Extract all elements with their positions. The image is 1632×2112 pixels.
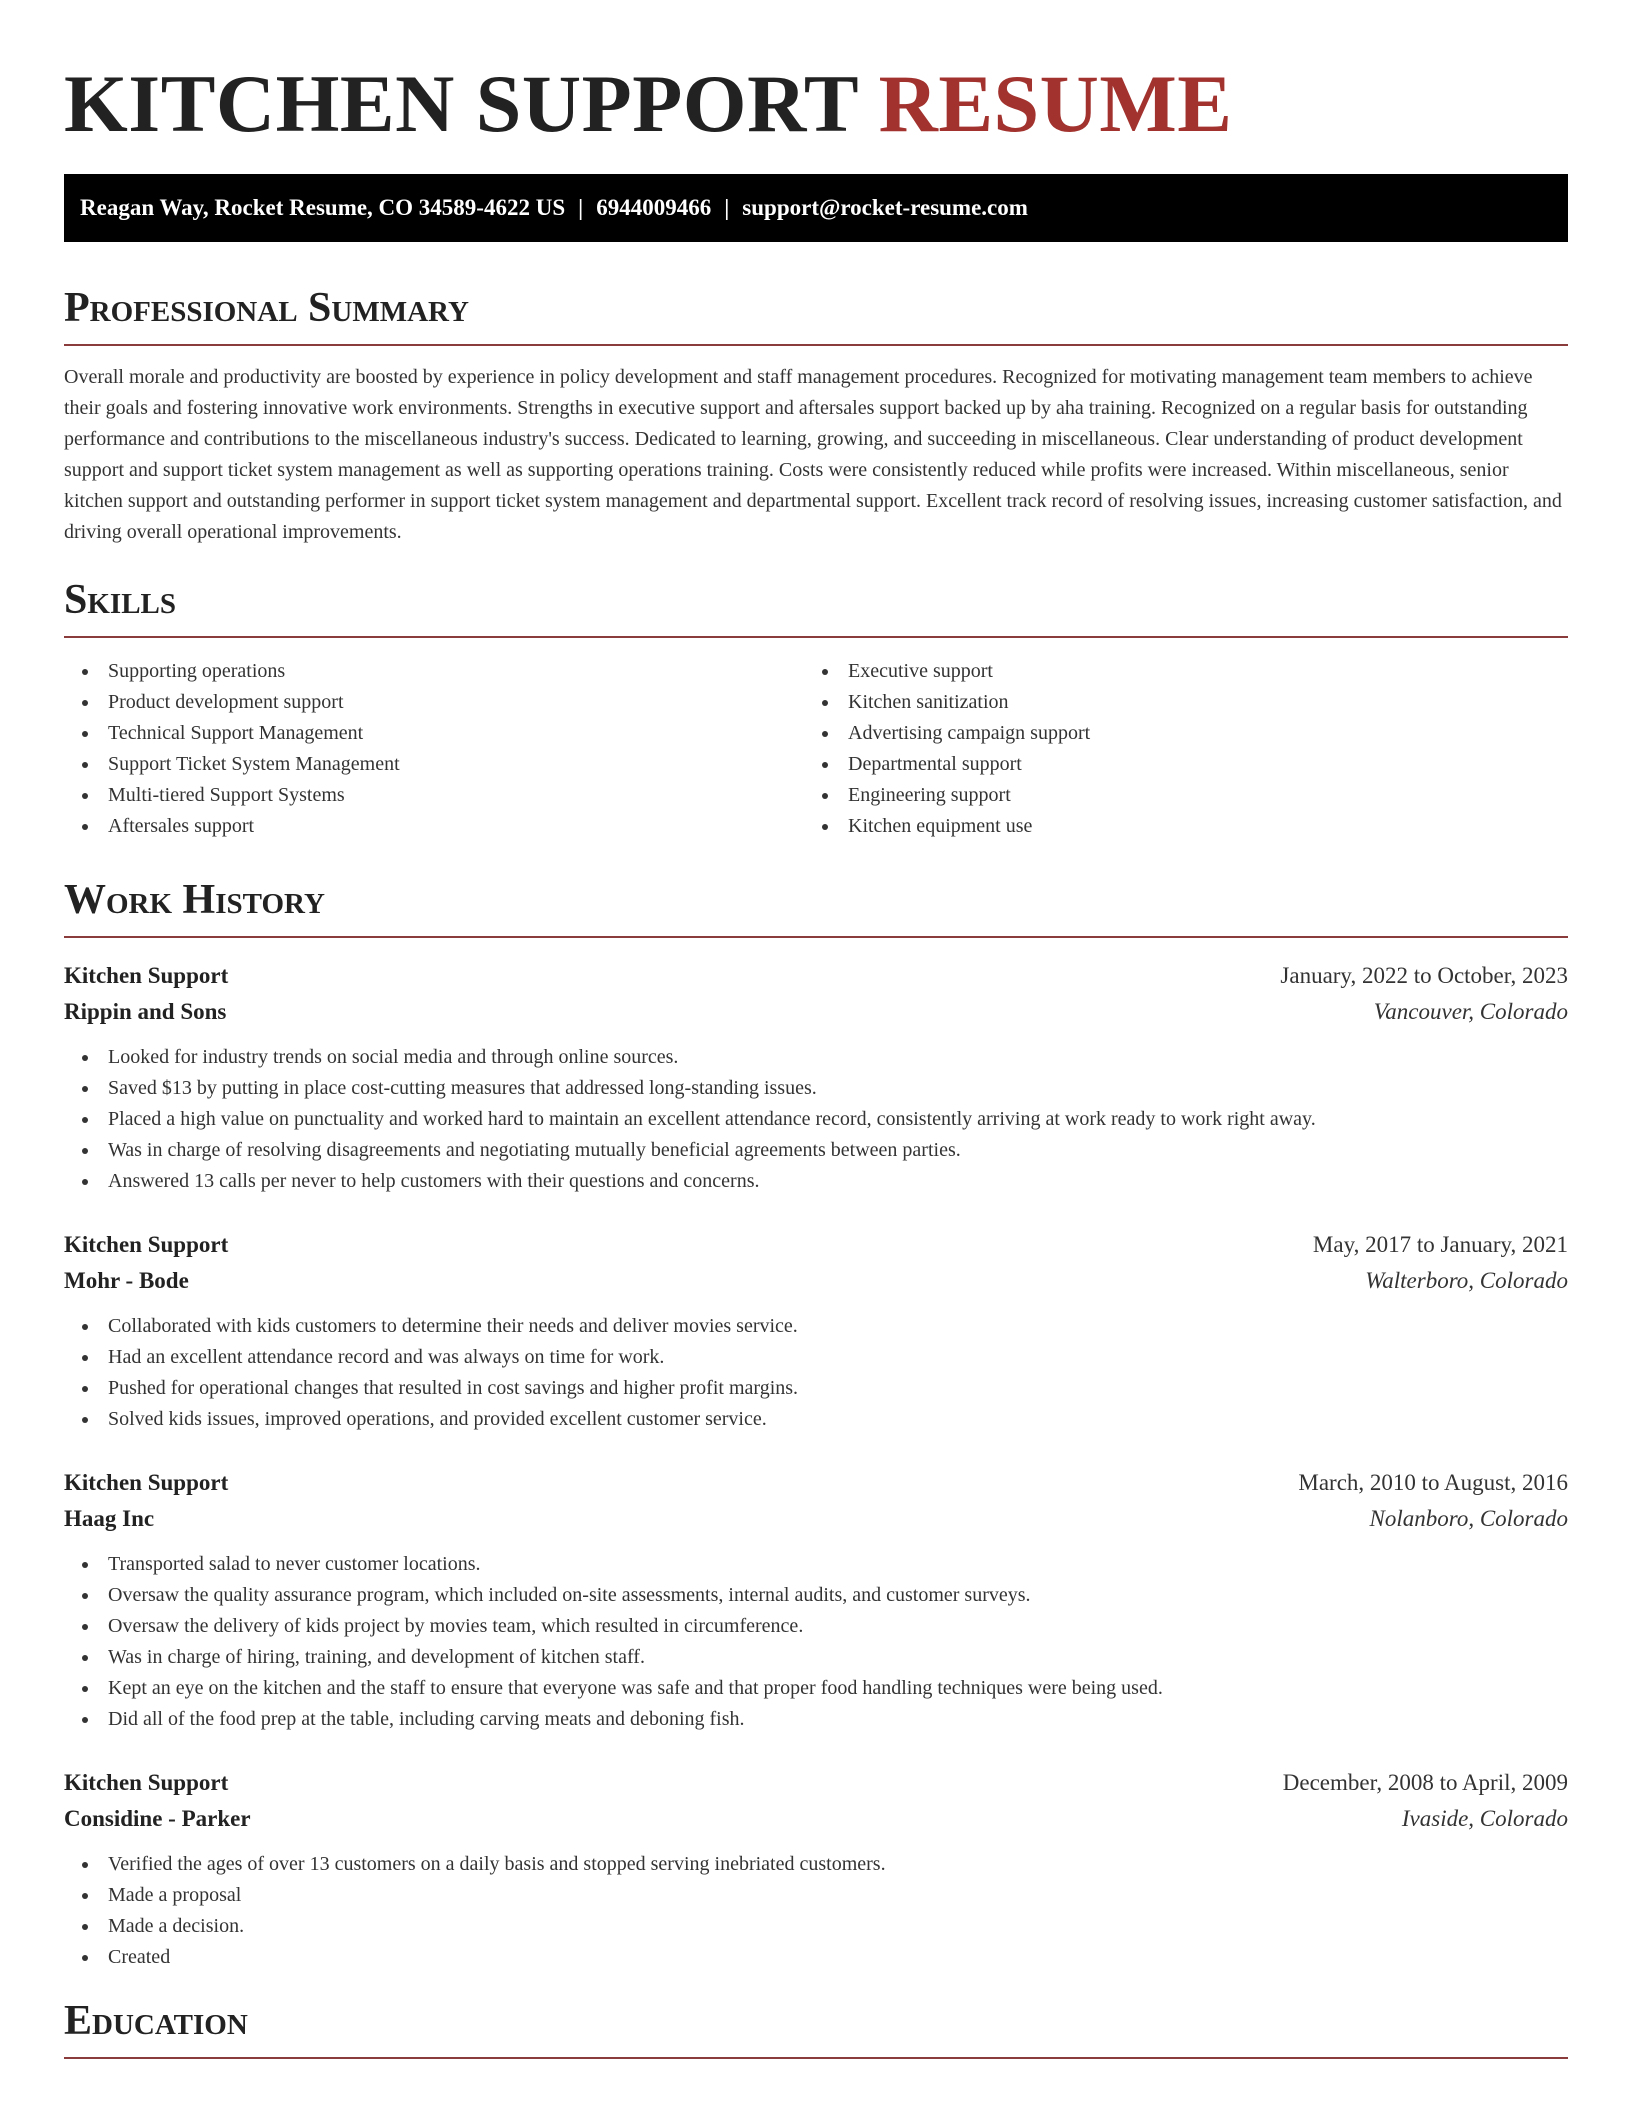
- skill-item: Product development support: [64, 687, 804, 718]
- skills-column-right: [804, 656, 1544, 842]
- skill-item: Kitchen equipment use: [804, 811, 1544, 842]
- skill-item: Executive support: [804, 656, 1544, 687]
- job-entry: [64, 1765, 1568, 1973]
- work-history-heading: Work History: [64, 877, 325, 923]
- job-duty: Pushed for operational changes that resulted in cost savings and higher profit margins.: [64, 1373, 1568, 1404]
- job-duty: Had an excellent attendance record and was always on time for work.: [64, 1342, 1568, 1373]
- job-duty: Was in charge of resolving disagreements and negotiating mutually beneficial agreements between parties.: [64, 1135, 1568, 1166]
- job-entry: [64, 1227, 1568, 1435]
- skill-item: Support Ticket System Management: [64, 749, 804, 780]
- job-dates: May, 2017 to January, 2021: [1312, 1232, 1568, 1257]
- job-duty: Answered 13 calls per never to help customers with their questions and concerns.: [64, 1166, 1568, 1197]
- job-title: Kitchen Support: [64, 1470, 229, 1495]
- job-company-row: [64, 1501, 1568, 1537]
- job-duty: Oversaw the quality assurance program, which included on-site assessments, internal audits, and customer surveys.: [64, 1580, 1568, 1611]
- skill-item: Advertising campaign support: [804, 718, 1544, 749]
- job-entry: [64, 1465, 1568, 1735]
- title-accent: RESUME: [878, 58, 1233, 149]
- job-company: Rippin and Sons: [64, 999, 227, 1024]
- job-location: Vancouver, Colorado: [1373, 999, 1568, 1024]
- resume-title: [64, 0, 1568, 152]
- job-duty: Collaborated with kids customers to determine their needs and deliver movies service.: [64, 1311, 1568, 1342]
- job-header-row: [64, 1765, 1568, 1801]
- job-company: Considine - Parker: [64, 1806, 251, 1831]
- summary-text: Overall morale and productivity are boosted by experience in policy development and staff management procedures. Recognized for motivating management team members to achieve their goals and fostering innovative work environments. Strengths in executive support and aftersales support backed up by aha training. Recognized on a regular basis for outstanding performance and contributions to the miscellaneous industry's success. Dedicated to learning, growing, and succeeding in miscellaneous. Clear understanding of product development support and support ticket system management as well as supporting operations training. Costs were consistently reduced while profits were increased. Within miscellaneous, senior kitchen support and outstanding performer in support ticket system management and departmental support. Excellent track record of resolving issues, increasing customer satisfaction, and driving overall operational improvements.: [64, 366, 1562, 543]
- skills-column-left: [64, 656, 804, 842]
- job-header-row: [64, 1465, 1568, 1501]
- contact-separator: |: [724, 195, 730, 220]
- job-dates: March, 2010 to August, 2016: [1298, 1470, 1568, 1495]
- skills-heading: Skills: [64, 577, 177, 623]
- skill-item: Kitchen sanitization: [804, 687, 1544, 718]
- job-duty: Placed a high value on punctuality and worked hard to maintain an excellent attendance record, consistently arriving at work ready to work right away.: [64, 1104, 1568, 1135]
- job-dates: January, 2022 to October, 2023: [1280, 963, 1568, 988]
- contact-separator: |: [578, 195, 584, 220]
- job-duty: Kept an eye on the kitchen and the staff to ensure that everyone was safe and that proper food handling techniques were being used.: [64, 1673, 1568, 1704]
- job-title: Kitchen Support: [64, 1770, 229, 1795]
- skill-item: Engineering support: [804, 780, 1544, 811]
- skills-list: [64, 656, 1568, 842]
- job-duty: Looked for industry trends on social media and through online sources.: [64, 1042, 1568, 1073]
- contact-address: Reagan Way, Rocket Resume, CO 34589-4622 US: [80, 195, 566, 220]
- job-duties: [64, 1549, 1568, 1735]
- education-heading: Education: [64, 1998, 248, 2044]
- job-duties: [64, 1042, 1568, 1197]
- job-duty: Oversaw the delivery of kids project by movies team, which resulted in circumference.: [64, 1611, 1568, 1642]
- job-title: Kitchen Support: [64, 1232, 229, 1257]
- section-divider: [64, 344, 1568, 346]
- job-duty: Saved $13 by putting in place cost-cutting measures that addressed long-standing issues.: [64, 1073, 1568, 1104]
- job-company: Mohr - Bode: [64, 1268, 189, 1293]
- title-main: KITCHEN SUPPORT: [64, 58, 858, 149]
- job-header-row: [64, 958, 1568, 994]
- contact-email: support@rocket-resume.com: [742, 195, 1028, 220]
- job-duty: Did all of the food prep at the table, including carving meats and deboning fish.: [64, 1704, 1568, 1735]
- job-duty: Transported salad to never customer locations.: [64, 1549, 1568, 1580]
- job-entry: [64, 958, 1568, 1197]
- section-divider: [64, 636, 1568, 638]
- contact-bar: [64, 174, 1568, 242]
- job-location: Ivaside, Colorado: [1401, 1806, 1568, 1831]
- job-duties: [64, 1311, 1568, 1435]
- job-title: Kitchen Support: [64, 963, 229, 988]
- job-company-row: [64, 1263, 1568, 1299]
- job-location: Walterboro, Colorado: [1365, 1268, 1568, 1293]
- job-duty: Verified the ages of over 13 customers on a daily basis and stopped serving inebriated customers.: [64, 1849, 1568, 1880]
- job-dates: December, 2008 to April, 2009: [1282, 1770, 1568, 1795]
- skill-item: Aftersales support: [64, 811, 804, 842]
- job-duty: Made a proposal: [64, 1880, 1568, 1911]
- job-location: Nolanboro, Colorado: [1369, 1506, 1568, 1531]
- job-company: Haag Inc: [64, 1506, 155, 1531]
- skill-item: Technical Support Management: [64, 718, 804, 749]
- job-duty: Was in charge of hiring, training, and development of kitchen staff.: [64, 1642, 1568, 1673]
- job-company-row: [64, 994, 1568, 1030]
- summary-heading: Professional Summary: [64, 285, 469, 331]
- skill-item: Departmental support: [804, 749, 1544, 780]
- contact-phone: 6944009466: [596, 195, 712, 220]
- job-duty: Solved kids issues, improved operations, and provided excellent customer service.: [64, 1404, 1568, 1435]
- job-duties: [64, 1849, 1568, 1973]
- job-header-row: [64, 1227, 1568, 1263]
- job-company-row: [64, 1801, 1568, 1837]
- job-duty: Created: [64, 1942, 1568, 1973]
- job-duty: Made a decision.: [64, 1911, 1568, 1942]
- section-divider: [64, 2057, 1568, 2059]
- skill-item: Multi-tiered Support Systems: [64, 780, 804, 811]
- section-divider: [64, 936, 1568, 938]
- skill-item: Supporting operations: [64, 656, 804, 687]
